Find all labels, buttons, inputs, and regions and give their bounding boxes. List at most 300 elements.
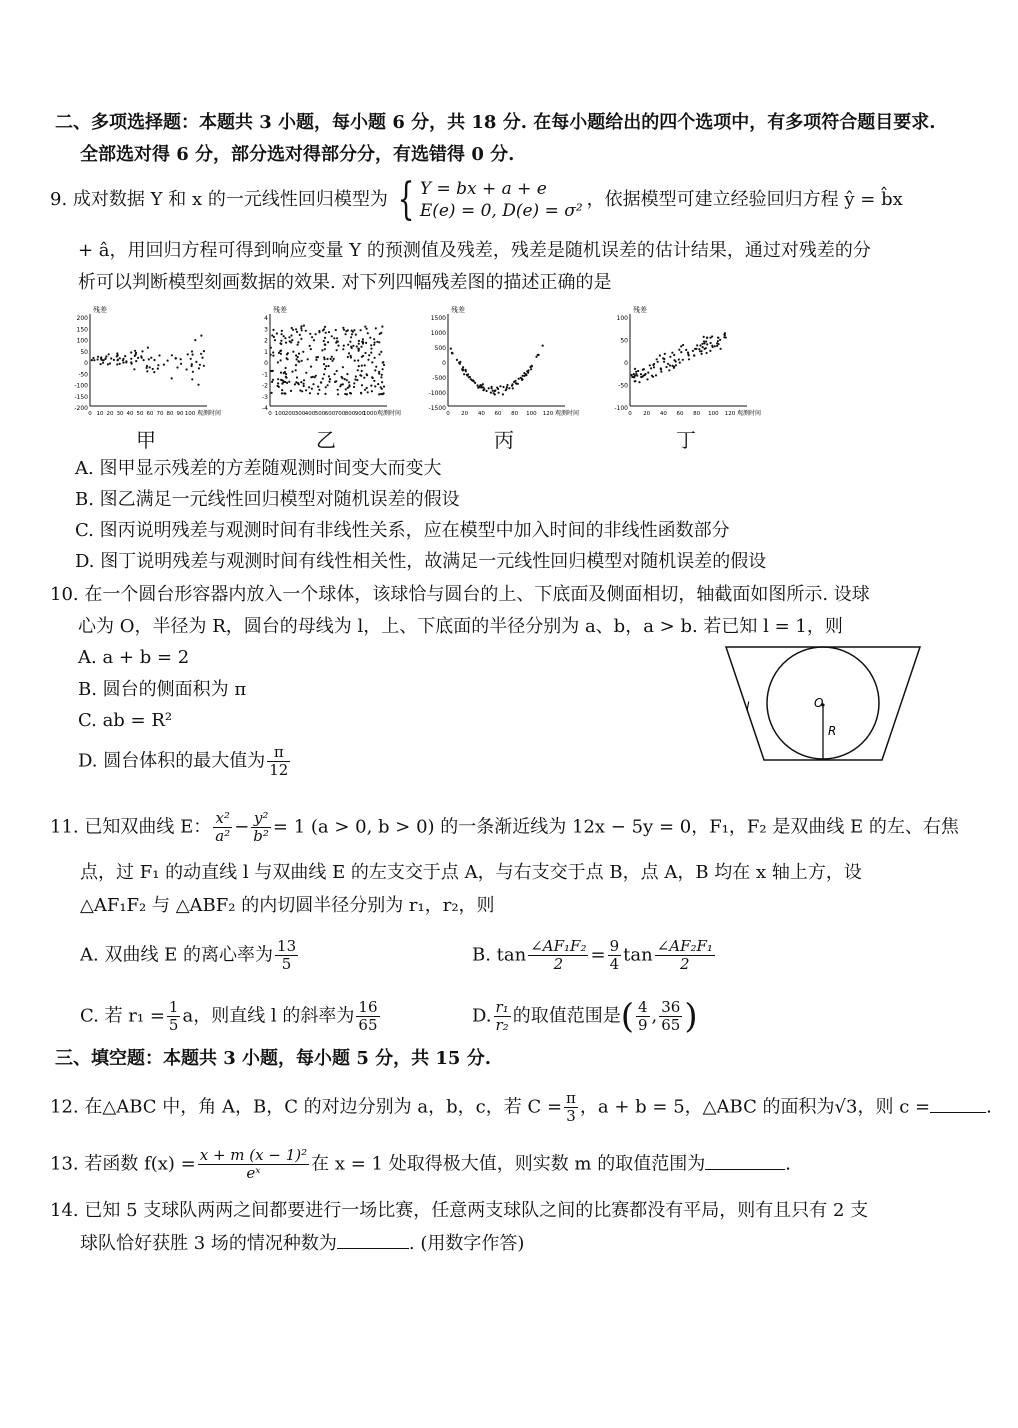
x-tick-label: 40 (126, 411, 134, 417)
y-axis-label: 残差 (93, 306, 107, 314)
residual-point (517, 383, 519, 385)
residual-point (380, 376, 382, 378)
residual-point (375, 327, 377, 329)
residual-point (288, 381, 290, 383)
residual-point (353, 329, 355, 331)
chart-label-jia: 甲 (136, 428, 156, 452)
residual-point (347, 329, 349, 331)
residual-point (511, 383, 513, 385)
residual-point (320, 381, 322, 383)
residual-point (688, 358, 690, 360)
residual-point (482, 383, 484, 385)
x-tick-label: 300 (294, 411, 306, 417)
residual-point (373, 344, 375, 346)
center-label-o: O (814, 696, 824, 710)
residual-point (635, 371, 637, 373)
residual-point (368, 354, 370, 356)
residual-point (660, 368, 662, 370)
residual-point (281, 392, 283, 394)
residual-point (364, 364, 366, 366)
residual-point (347, 356, 349, 358)
residual-point (651, 375, 653, 377)
residual-point (331, 356, 333, 358)
residual-point (102, 362, 104, 364)
residual-point (538, 354, 540, 356)
x-tick-label: 20 (643, 411, 651, 417)
residual-point (200, 353, 202, 355)
residual-point (272, 351, 274, 353)
residual-point (321, 349, 323, 351)
residual-point (709, 350, 711, 352)
residual-point (377, 383, 379, 385)
residual-point (332, 360, 334, 362)
residual-point (290, 390, 292, 392)
residual-point (364, 389, 366, 391)
residual-point (351, 347, 353, 349)
residual-point (366, 387, 368, 389)
y-tick-label: 0 (84, 360, 88, 367)
residual-point (150, 357, 152, 359)
residual-point (348, 385, 350, 387)
residual-point (295, 328, 297, 330)
residual-point (277, 382, 279, 384)
y-tick-label: 2 (264, 337, 268, 345)
residual-point (271, 334, 273, 336)
x-tick-label: 0 (446, 411, 450, 417)
residual-point (640, 373, 642, 375)
residual-point (153, 371, 155, 373)
q10-option-d: D. 圆台体积的最大值为 $\frac{\pi}{12}$ (78, 743, 289, 779)
y-axis-label: 残差 (451, 306, 465, 314)
y-tick-label: 3 (264, 326, 268, 334)
x-tick-label: 0 (628, 411, 632, 417)
x-tick-label: 1000 (363, 411, 377, 417)
residual-charts (60, 302, 780, 424)
q12-answer-blank[interactable] (930, 1094, 986, 1113)
residual-point (660, 371, 662, 373)
residual-point (195, 361, 197, 363)
residual-point (285, 377, 287, 379)
residual-point (679, 362, 681, 364)
residual-point (381, 326, 383, 328)
q9-option-d: D. 图丁说明残差与观测时间有线性相关性，故满足一元线性回归模型对随机误差的假设 (75, 551, 767, 572)
residual-point (476, 384, 478, 386)
residual-point (315, 356, 317, 358)
residual-point (336, 337, 338, 339)
residual-point (669, 364, 671, 366)
residual-point (370, 352, 372, 354)
residual-point (192, 371, 194, 373)
residual-point (278, 386, 280, 388)
residual-point (367, 391, 369, 393)
residual-point (337, 345, 339, 347)
chart-label-ding: 丁 (676, 428, 696, 452)
residual-point (631, 376, 633, 378)
residual-point (657, 361, 659, 363)
residual-point (671, 352, 673, 354)
residual-point (492, 390, 494, 392)
residual-point (291, 371, 293, 373)
residual-point (323, 340, 325, 342)
residual-point (462, 366, 464, 368)
residual-point (680, 351, 682, 353)
residual-point (523, 372, 525, 374)
residual-point (364, 326, 366, 328)
residual-point (719, 339, 721, 341)
residual-point (198, 367, 200, 369)
residual-point (717, 343, 719, 345)
residual-point (146, 370, 148, 372)
residual-point (373, 380, 375, 382)
y-tick-label: 0 (264, 360, 268, 367)
residual-point (281, 389, 283, 391)
residual-point (356, 379, 358, 381)
q12-stem: 12. 在△ABC 中，角 A，B，C 的对边分别为 a，b，c，若 C = $\frac{\pi}{3}$ ，a + b = 5，△ABC 的面积为√3，则 c = . (50, 1089, 992, 1125)
residual-point (119, 363, 121, 365)
residual-point (696, 344, 698, 346)
residual-point (673, 354, 675, 356)
residual-point (167, 360, 169, 362)
residual-point (361, 384, 363, 386)
residual-point (309, 392, 311, 394)
x-tick-label: 600 (324, 411, 336, 417)
residual-point (634, 368, 636, 370)
y-tick-label: 100 (76, 337, 88, 345)
x-tick-label: 10 (96, 411, 104, 417)
residual-point (352, 345, 354, 347)
residual-point (176, 366, 178, 368)
residual-point (366, 328, 368, 330)
residual-point (297, 341, 299, 343)
radius-label-r: R (828, 724, 837, 738)
residual-point (328, 375, 330, 377)
residual-point (328, 331, 330, 333)
x-tick-label: 20 (461, 411, 469, 417)
residual-point (272, 379, 274, 381)
residual-chart-0 (74, 305, 221, 417)
residual-point (490, 392, 492, 394)
residual-point (97, 356, 99, 358)
q9-option-b: B. 图乙满足一元线性回归模型对随机误差的假设 (75, 489, 460, 510)
x-tick-label: 200 (284, 411, 296, 417)
residual-point (685, 349, 687, 351)
residual-point (693, 354, 695, 356)
residual-point (200, 335, 202, 337)
y-tick-label: -1 (262, 371, 268, 379)
residual-point (371, 361, 373, 363)
residual-point (285, 342, 287, 344)
residual-point (542, 345, 544, 347)
x-tick-label: 500 (314, 411, 326, 417)
residual-point (312, 376, 314, 378)
residual-point (720, 348, 722, 350)
residual-point (369, 337, 371, 339)
q9-stem-line3: 析可以判断模型刻画数据的效果. 对下列四幅残差图的描述正确的是 (78, 272, 612, 293)
residual-point (345, 393, 347, 395)
residual-point (381, 374, 383, 376)
residual-point (147, 347, 149, 349)
chart-label-bing: 丙 (494, 428, 514, 452)
residual-point (337, 389, 339, 391)
residual-point (362, 342, 364, 344)
residual-point (285, 373, 287, 375)
q13-answer-blank[interactable] (705, 1151, 785, 1170)
residual-point (301, 390, 303, 392)
residual-point (271, 370, 273, 372)
residual-point (367, 332, 369, 334)
residual-point (110, 357, 112, 359)
q11-option-d: D. $\frac{\text{r₁}}{\text{r₂}}$ 的取值范围是( $\frac{4}{9}$ , $\frac{36}{65}$ ) (472, 996, 698, 1037)
residual-point (351, 330, 353, 332)
residual-point (279, 350, 281, 352)
residual-point (523, 375, 525, 377)
residual-point (297, 356, 299, 358)
residual-point (687, 353, 689, 355)
residual-point (134, 355, 136, 357)
y-tick-label: -50 (618, 382, 628, 390)
residual-point (376, 341, 378, 343)
residual-point (135, 360, 137, 362)
residual-point (290, 334, 292, 336)
residual-point (703, 340, 705, 342)
residual-point (134, 350, 136, 352)
residual-point (281, 330, 283, 332)
residual-point (637, 370, 639, 372)
y-tick-label: -200 (74, 405, 88, 412)
q14-answer-blank[interactable] (337, 1230, 409, 1249)
residual-point (125, 360, 127, 362)
residual-point (146, 365, 148, 367)
residual-point (194, 339, 196, 341)
residual-point (289, 340, 291, 342)
residual-point (324, 326, 326, 328)
residual-point (335, 380, 337, 382)
q14-stem-line2: 球队恰好获胜 3 场的情况种数为 . (用数字作答) (80, 1230, 524, 1257)
residual-point (180, 363, 182, 365)
residual-point (297, 360, 299, 362)
residual-point (324, 393, 326, 395)
residual-point (678, 358, 680, 360)
residual-point (153, 359, 155, 361)
residual-point (353, 382, 355, 384)
residual-point (281, 333, 283, 335)
residual-point (336, 349, 338, 351)
residual-point (158, 354, 160, 356)
residual-point (281, 383, 283, 385)
q10-stem-line2: 心为 O，半径为 R，圆台的母线为 l，上、下底面的半径分别为 a、b，a > b. 若已知 l = 1，则 (78, 616, 843, 637)
y-tick-label: 0 (442, 360, 446, 367)
residual-point (149, 366, 151, 368)
residual-point (477, 387, 479, 389)
residual-point (124, 355, 126, 357)
residual-point (324, 368, 326, 370)
y-axis-label: 残差 (273, 306, 287, 314)
residual-point (698, 348, 700, 350)
q9-stem-line2: + â，用回归方程可得到响应变量 Y 的预测值及残差，残差是随机误差的估计结果，通过对残差的分 (78, 240, 871, 261)
residual-point (522, 375, 524, 377)
residual-point (295, 364, 297, 366)
residual-point (479, 386, 481, 388)
x-tick-label: 700 (334, 411, 346, 417)
residual-point (699, 350, 701, 352)
residual-point (365, 342, 367, 344)
residual-point (292, 329, 294, 331)
residual-point (644, 374, 646, 376)
residual-point (380, 393, 382, 395)
x-tick-label: 100 (708, 411, 719, 417)
residual-point (521, 378, 523, 380)
residual-point (302, 351, 304, 353)
y-axis-label: 残差 (633, 306, 647, 314)
x-axis-label: 观测时间 (555, 410, 580, 417)
residual-point (116, 355, 118, 357)
y-tick-label: -4 (262, 405, 268, 412)
residual-point (295, 369, 297, 371)
residual-point (360, 329, 362, 331)
residual-point (141, 350, 143, 352)
residual-point (665, 366, 667, 368)
q9-stem: 9. 成对数据 Y 和 x 的一元线性回归模型为 { Y = bx + a + e E(e) = 0, D(e) = σ² ，依据模型可建立经验回归方程 ŷ = b̂x (50, 174, 903, 225)
residual-point (483, 388, 485, 390)
residual-point (717, 337, 719, 339)
residual-point (116, 352, 118, 354)
residual-point (717, 340, 719, 342)
residual-point (344, 378, 346, 380)
residual-point (360, 346, 362, 348)
residual-point (318, 389, 320, 391)
residual-point (109, 362, 111, 364)
residual-point (292, 351, 294, 353)
residual-point (337, 341, 339, 343)
residual-point (668, 369, 670, 371)
residual-point (146, 367, 148, 369)
x-tick-label: 120 (724, 411, 736, 417)
residual-point (370, 344, 372, 346)
residual-point (502, 393, 504, 395)
residual-point (311, 388, 313, 390)
residual-point (378, 353, 380, 355)
residual-point (703, 336, 705, 338)
residual-point (280, 372, 282, 374)
residual-point (346, 373, 348, 375)
q13-stem: 13. 若函数 f(x) = $\frac{\text{x + m (x − 1)²}}{\text{eˣ}}$ 在 x = 1 处取得极大值，则实数 m 的取值范围为 . (50, 1146, 791, 1182)
residual-point (374, 357, 376, 359)
residual-point (643, 368, 645, 370)
residual-point (329, 378, 331, 380)
residual-point (465, 369, 467, 371)
residual-point (300, 338, 302, 340)
residual-chart-1 (262, 305, 401, 417)
residual-point (201, 357, 203, 359)
residual-point (459, 361, 461, 363)
residual-point (122, 362, 124, 364)
residual-point (486, 390, 488, 392)
residual-point (303, 383, 305, 385)
residual-point (325, 332, 327, 334)
residual-point (653, 363, 655, 365)
residual-point (514, 380, 516, 382)
residual-point (345, 388, 347, 390)
residual-point (175, 357, 177, 359)
y-tick-label: -150 (74, 393, 88, 401)
y-tick-label: -1000 (428, 390, 446, 397)
residual-point (375, 366, 377, 368)
residual-point (301, 360, 303, 362)
residual-point (355, 375, 357, 377)
residual-point (294, 383, 296, 385)
residual-point (502, 386, 504, 388)
residual-point (315, 333, 317, 335)
residual-point (323, 373, 325, 375)
residual-point (271, 381, 273, 383)
q10-option-a: A. a + b = 2 (78, 647, 190, 668)
residual-point (498, 392, 500, 394)
residual-chart-3 (614, 305, 761, 417)
x-tick-label: 100 (184, 411, 196, 417)
residual-point (357, 369, 359, 371)
residual-point (131, 363, 133, 365)
residual-point (712, 346, 714, 348)
x-tick-label: 400 (304, 411, 316, 417)
residual-point (358, 340, 360, 342)
q10-stem: 10. 在一个圆台形容器内放入一个球体，该球恰与圆台的上、下底面及侧面相切，轴截面如图所示. 设球 (50, 584, 870, 605)
residual-point (281, 379, 283, 381)
residual-point (673, 367, 675, 369)
residual-point (382, 368, 384, 370)
y-tick-label: -1500 (428, 405, 446, 412)
residual-point (678, 349, 680, 351)
residual-point (341, 377, 343, 379)
residual-point (723, 334, 725, 336)
residual-point (191, 365, 193, 367)
residual-point (116, 363, 118, 365)
residual-point (383, 364, 385, 366)
residual-point (328, 365, 330, 367)
residual-point (706, 337, 708, 339)
residual-point (470, 378, 472, 380)
residual-point (318, 330, 320, 332)
residual-point (326, 358, 328, 360)
residual-point (327, 341, 329, 343)
residual-point (682, 359, 684, 361)
x-tick-label: 60 (146, 411, 154, 417)
x-axis-label: 观测时间 (737, 410, 762, 417)
residual-point (346, 379, 348, 381)
residual-point (663, 361, 665, 363)
residual-point (130, 358, 132, 360)
residual-point (467, 373, 469, 375)
residual-point (650, 367, 652, 369)
residual-point (309, 333, 311, 335)
residual-point (382, 361, 384, 363)
residual-point (276, 332, 278, 334)
residual-point (328, 381, 330, 383)
residual-point (472, 380, 474, 382)
residual-point (272, 355, 274, 357)
residual-point (277, 361, 279, 363)
residual-point (113, 359, 115, 361)
residual-point (91, 359, 93, 361)
x-tick-label: 100 (274, 411, 286, 417)
x-tick-label: 80 (693, 411, 701, 417)
residual-point (280, 359, 282, 361)
residual-point (349, 341, 351, 343)
x-tick-label: 90 (176, 411, 184, 417)
y-tick-label: -500 (432, 375, 446, 382)
residual-point (322, 329, 324, 331)
residual-point (309, 345, 311, 347)
residual-point (325, 386, 327, 388)
